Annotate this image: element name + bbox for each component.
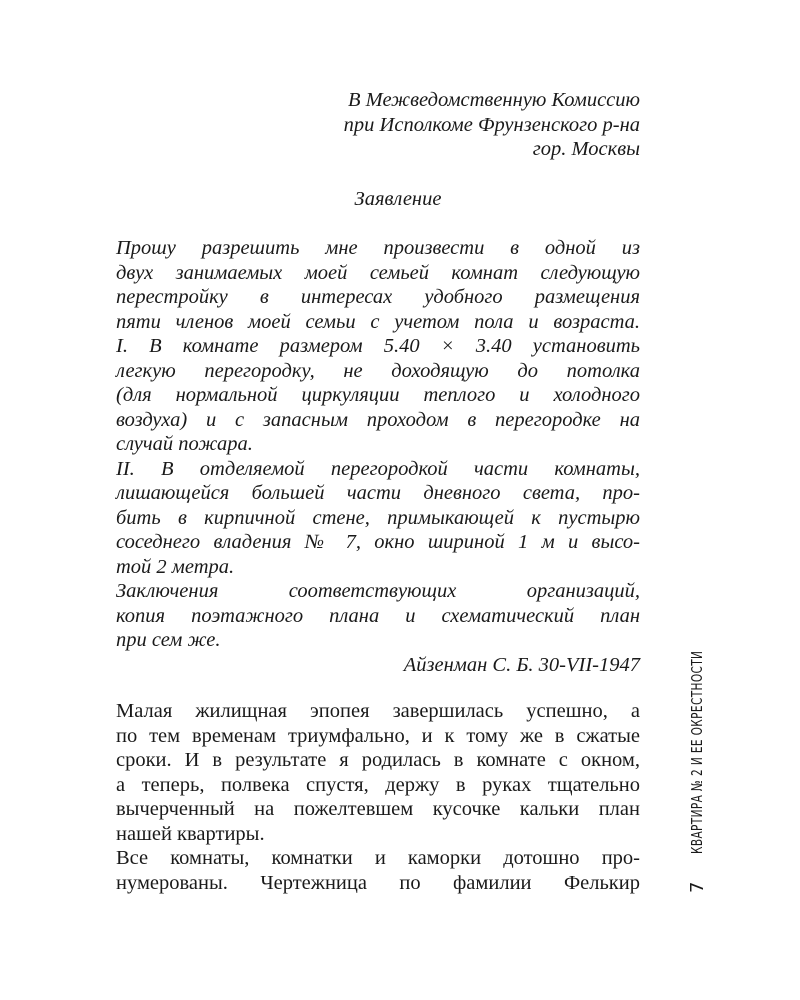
letter-line: воздуха) и с запасным проходом в перегородке на: [116, 408, 640, 431]
address-line: В Межведомственную Комиссию: [348, 89, 640, 111]
body-line: сроки. И в результате я родилась в комнате с окном,: [116, 749, 640, 771]
letter-line: II. В отделяемой перегородкой части комнаты,: [116, 457, 640, 480]
letter-line: соседнего владения № 7, окно шириной 1 м и высо-: [116, 531, 640, 553]
body-line: нумерованы. Чертежница по фамилии Фелькир: [116, 871, 640, 894]
letter-line: Заключения соответствующих организаций,: [116, 580, 640, 602]
body-line: нашей квартиры.: [116, 822, 265, 845]
body-line: по тем временам триумфально, и к тому же в сжатые: [116, 724, 640, 747]
page-number: 7: [687, 881, 708, 893]
letter-line: лишающейся большей части дневного света, про-: [116, 482, 640, 504]
letter-line: случай пожара.: [116, 433, 253, 455]
letter-title: Заявление: [354, 187, 442, 210]
application-letter: [116, 88, 640, 677]
body-text: [116, 699, 640, 895]
letter-line: (для нормальной циркуляции теплого и холодного: [116, 384, 640, 406]
body-line: Все комнаты, комнатки и каморки дотошно про-: [116, 847, 640, 869]
letter-line: легкую перегородку, не доходящую до потолка: [116, 359, 640, 382]
letter-line: бить в кирпичной стене, примыкающей к пустырю: [116, 506, 640, 529]
body-line: Малая жилищная эпопея завершилась успешно, а: [116, 700, 640, 722]
letter-line: I. В комнате размером 5.40 × 3.40 установить: [116, 335, 640, 357]
letter-line: копия поэтажного плана и схематический план: [116, 604, 640, 627]
letter-line: перестройку в интересах удобного размещения: [116, 286, 640, 308]
letter-line: при сем же.: [116, 629, 221, 651]
letter-line: той 2 метра.: [116, 555, 235, 578]
body-line: а теперь, полвека спустя, держу в руках тщательно: [116, 773, 640, 796]
letter-line: двух занимаемых моей семьей комнат следующую: [116, 261, 640, 284]
body-line: вычерченный на пожелтевшем кусочке кальки план: [116, 798, 640, 820]
address-line: при Исполкоме Фрунзенского р-на: [343, 113, 640, 136]
letter-signature: Айзенман С. Б. 30-VII-1947: [403, 653, 640, 676]
letter-line: Прошу разрешить мне произвести в одной из: [116, 237, 640, 259]
letter-line: пяти членов моей семьи с учетом пола и возраста.: [116, 310, 640, 333]
address-line: гор. Москвы: [532, 138, 640, 160]
running-head: КВАРТИРА № 2 И ЕЕ ОКРЕСТНОСТИ: [688, 650, 706, 854]
